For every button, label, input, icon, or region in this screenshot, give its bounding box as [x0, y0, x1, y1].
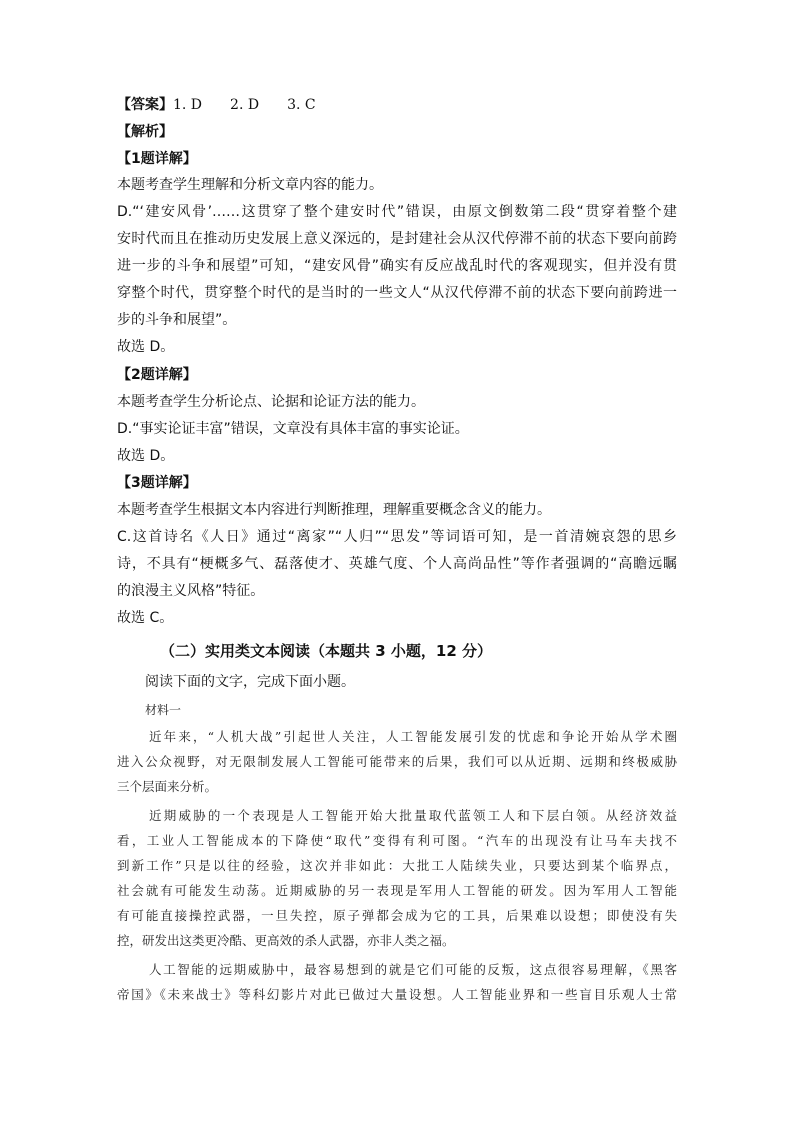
- q2-heading: 【2题详解】: [117, 367, 197, 383]
- article-line: 有可能直接操控武器，一旦失控，原子弹都会成为它的工具，后果难以设想；即使没有失: [117, 908, 677, 923]
- q3-conclusion: 故选 C。: [117, 610, 174, 626]
- analysis-label: 【解析】: [117, 124, 173, 140]
- article-line: 近期威胁的一个表现是人工智能开始大批量取代蓝领工人和下层白领。从经济效益: [149, 808, 677, 823]
- article-line: 三个层面来分析。: [117, 779, 218, 794]
- q3-line: 诗，不具有“梗概多气、磊落使才、英雄气度、个人高尚品性”等作者强调的“高瞻远瞩: [117, 556, 677, 572]
- q3-line: 本题考查学生根据文本内容进行判断推理，理解重要概念含义的能力。: [117, 502, 551, 518]
- article-line: 帝国》《未来战士》等科幻影片对此已做过大量设想。人工智能业界和一些盲目乐观人士常: [117, 987, 677, 1002]
- article-line: 进入公众视野，对无限制发展人工智能可能带来的后果，我们可以从近期、远期和终极威胁: [117, 754, 677, 769]
- q2-conclusion: 故选 D。: [117, 448, 175, 464]
- q1-line: 安时代而且在推动历史发展上意义深远的，是封建社会从汉代停滞不前的状态下要向前跨: [117, 231, 677, 247]
- section-title: （二）实用类文本阅读（本题共 3 小题，12 分）: [160, 642, 492, 660]
- q3-line: C.这首诗名《人日》通过“离家”“人归”“思发”等词语可知，是一首清婉哀怨的思乡: [117, 529, 677, 545]
- article-line: 人工智能的远期威胁中，最容易想到的就是它们可能的反叛，这点很容易理解，《黑客: [149, 962, 677, 977]
- material-label: 材料一: [145, 703, 182, 717]
- answer-list: 1. D 2. D 3. C: [173, 97, 316, 113]
- section-intro: 阅读下面的文字，完成下面小题。: [145, 674, 355, 690]
- article-line: 看，工业人工智能成本的下降使“取代”变得有利可图。“汽车的出现没有让马车夫找不: [117, 833, 677, 848]
- answer-line: [117, 92, 677, 119]
- q1-line: 步的斗争和展望”。: [117, 312, 237, 328]
- article-line: 到新工作”只是以往的经验，这次并非如此：大批工人陆续失业，只要达到某个临界点，: [117, 858, 677, 873]
- article-line: 控，研发出这类更冷酷、更高效的杀人武器，亦非人类之福。: [117, 933, 455, 948]
- q2-line: 本题考查学生分析论点、论据和论证方法的能力。: [117, 394, 425, 410]
- q1-line: D.“‘建安风骨’……这贯穿了整个建安时代”错误，由原文倒数第二段“贯穿着整个建: [117, 204, 677, 220]
- article-line: 社会就有可能发生动荡。近期威胁的另一表现是军用人工智能的研发。因为军用人工智能: [117, 883, 677, 898]
- answer-label: 【答案】: [117, 97, 173, 113]
- q3-heading: 【3题详解】: [117, 475, 197, 491]
- q1-conclusion: 故选 D。: [117, 339, 175, 355]
- q1-heading: 【1题详解】: [117, 151, 197, 167]
- q2-line: D.“事实论证丰富”错误，文章没有具体丰富的事实论证。: [117, 421, 469, 437]
- article-line: 近年来，“人机大战”引起世人关注，人工智能发展引发的忧虑和争论开始从学术圈: [149, 729, 677, 744]
- q1-line: 本题考查学生理解和分析文章内容的能力。: [117, 177, 383, 193]
- q1-line: 进一步的斗争和展望”可知，“建安风骨”确实有反应战乱时代的客观现实，但并没有贯: [117, 258, 677, 274]
- q3-line: 的浪漫主义风格”特征。: [117, 583, 265, 599]
- q1-line: 穿整个时代，贯穿整个时代的是当时的一些文人“从汉代停滞不前的状态下要向前跨进一: [117, 285, 677, 301]
